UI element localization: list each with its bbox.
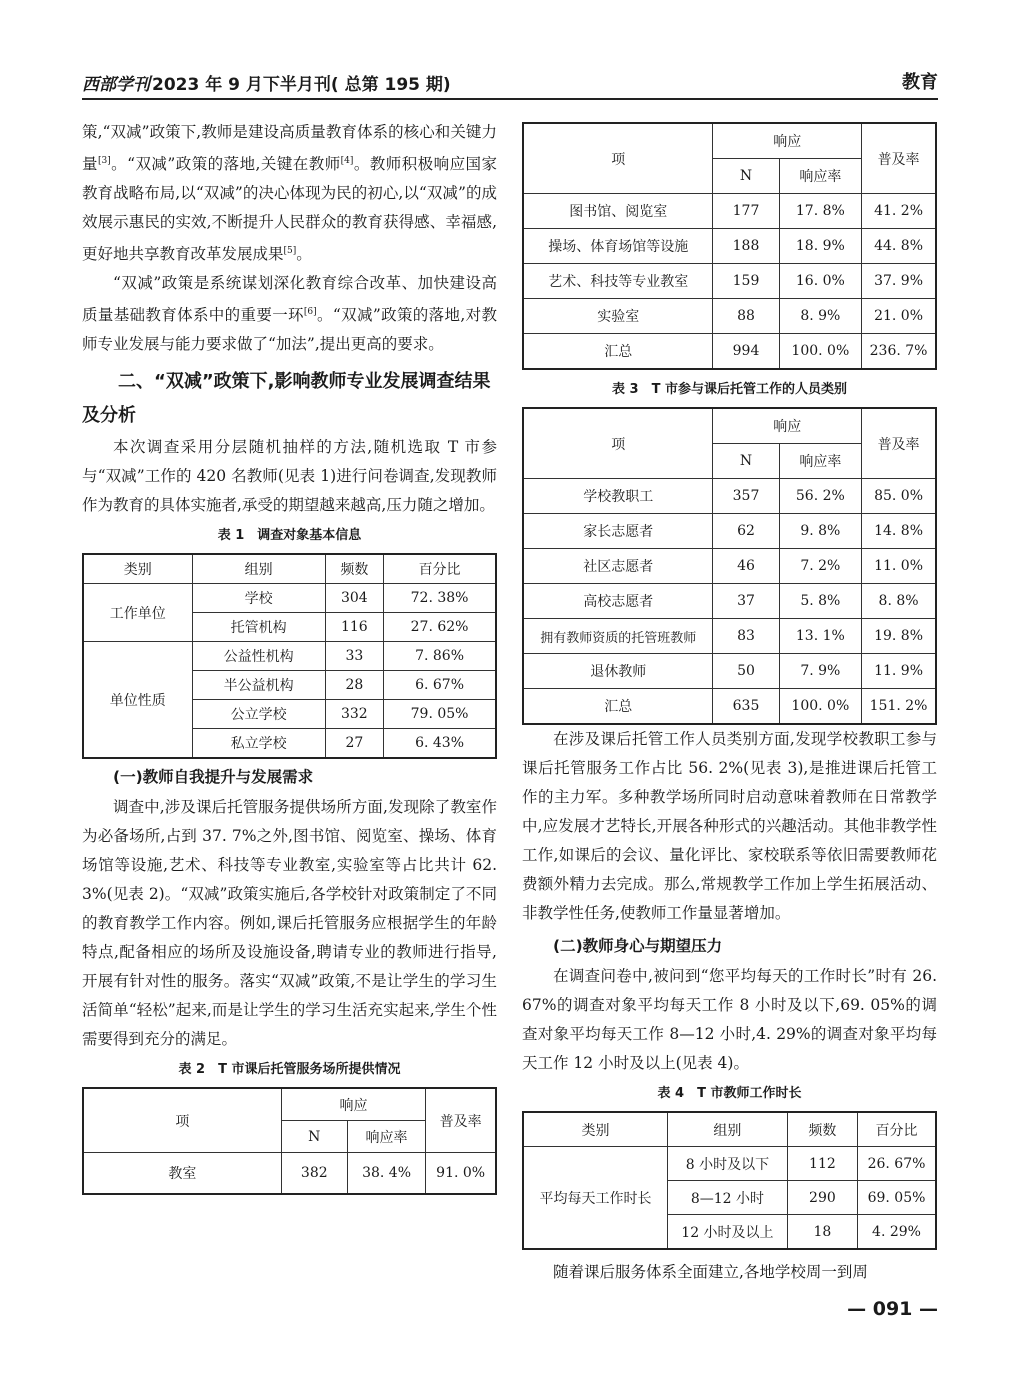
paragraph-7: 随着课后服务体系全面建立,各地学校周一到周 (553, 1263, 868, 1281)
table4-caption: 表 4 T 市教师工作时长 (657, 1086, 802, 1101)
table-cell: 7. 2% (779, 549, 862, 584)
table-cell: 艺术、科技等专业教室 (523, 264, 713, 299)
table-cell: 高校志愿者 (523, 584, 713, 619)
table-cell: 33 (325, 642, 384, 671)
table-cell: N (281, 1121, 347, 1153)
table-row (523, 479, 936, 514)
table-row (523, 654, 936, 689)
table-row (523, 264, 936, 299)
table-cell: 18 (787, 1215, 857, 1250)
table-cell: 85. 0% (862, 479, 936, 514)
table-cell: 382 (281, 1153, 347, 1195)
table-cell: 工作单位 (83, 584, 192, 642)
table-cell: 100. 0% (779, 334, 862, 370)
table-cell: 6. 67% (384, 671, 496, 700)
table-row (83, 1088, 496, 1121)
table-cell: 41. 2% (862, 194, 936, 229)
paragraph-2: “双减”政策是系统谋划深化教育综合改革、加快建设高质量基础教育体系中的重要一环[6]。“双减”政策的落地,对教师专业发展与能力要求做了“加法”,提出更高的要求。 (82, 274, 497, 354)
table-cell: 普及率 (862, 408, 936, 479)
table-row (523, 1112, 936, 1147)
table-cell: 18. 9% (779, 229, 862, 264)
table-cell: 56. 2% (779, 479, 862, 514)
table3-caption: 表 3 T 市参与课后托管工作的人员类别 (612, 382, 847, 397)
ref-6: [6] (303, 307, 317, 318)
table-cell: 普及率 (862, 123, 936, 194)
table-row (83, 554, 496, 584)
table-cell: 学校 (192, 584, 325, 613)
table-cell: 类别 (83, 554, 192, 584)
table-cell: 8. 8% (862, 584, 936, 619)
table-cell: 组别 (668, 1112, 788, 1147)
table-4 (522, 1111, 937, 1250)
table-cell: 13. 1% (779, 619, 862, 654)
table-cell: 11. 9% (862, 654, 936, 689)
table-cell: 社区志愿者 (523, 549, 713, 584)
table-cell: 响应率 (347, 1121, 425, 1153)
table-cell: 百分比 (858, 1112, 936, 1147)
ref-3: [3] (97, 156, 111, 166)
table-cell: 112 (787, 1147, 857, 1181)
table-row (83, 1153, 496, 1195)
table-cell: 69. 05% (858, 1181, 936, 1215)
page-number: — 091 — (847, 1298, 938, 1320)
table-cell: 5. 8% (779, 584, 862, 619)
table-cell: 100. 0% (779, 689, 862, 725)
paragraph-3: 本次调查采用分层随机抽样的方法,随机选取 T 市参与“双减”工作的 420 名教师(见表 1)进行问卷调查,发现教师作为教育的具体实施者,承受的期望越来越高,压力随之增加。 (82, 438, 497, 515)
table-cell: 50 (713, 654, 779, 689)
table-cell: 家长志愿者 (523, 514, 713, 549)
table-cell: 频数 (325, 554, 384, 584)
table-cell: 635 (713, 689, 779, 725)
table-cell: 357 (713, 479, 779, 514)
table-cell: 图书馆、阅览室 (523, 194, 713, 229)
ref-5: [5] (283, 246, 297, 257)
table-cell: 27. 62% (384, 613, 496, 642)
table-1 (82, 553, 497, 759)
table-cell: 8—12 小时 (668, 1181, 788, 1215)
table-cell: 教室 (83, 1153, 281, 1195)
table-cell: 26. 67% (858, 1147, 936, 1181)
right-column (522, 122, 937, 1287)
section-heading: 二、“双减”政策下,影响教师专业发展调查结果及分析 (82, 371, 491, 427)
table-cell: 9. 8% (779, 514, 862, 549)
left-column (82, 118, 497, 1195)
table-row (83, 642, 496, 671)
table-cell: 83 (713, 619, 779, 654)
table-cell: 79. 05% (384, 700, 496, 729)
table-cell: 组别 (192, 554, 325, 584)
table-row (523, 334, 936, 370)
paragraph-1: 策,“双减”政策下,教师是建设高质量教育体系的核心和关键力量[3]。“双减”政策的落地,关键在教师[4]。教师积极响应国家教育战略布局,以“双减”的决心体现为民的初心,以“双减”的成效展示惠民的实效,不断提升人民群众的教育获得感、幸福感,更好地共享教育改革发展成果[5]。 (82, 123, 497, 264)
table-cell: 类别 (523, 1112, 668, 1147)
subsection-heading-2: (二)教师身心与期望压力 (553, 937, 723, 955)
table-cell: 操场、体育场馆等设施 (523, 229, 713, 264)
table-row (83, 584, 496, 613)
table-cell: 994 (713, 334, 779, 370)
table-2-part-2 (522, 122, 937, 370)
table-cell: 332 (325, 700, 384, 729)
table-cell: 12 小时及以上 (668, 1215, 788, 1250)
table-cell: N (713, 159, 779, 194)
table-row (523, 514, 936, 549)
table-cell: 响应率 (779, 159, 862, 194)
table-cell: 304 (325, 584, 384, 613)
table-cell: 项 (523, 408, 713, 479)
table-cell: 拥有教师资质的托管班教师 (523, 619, 713, 654)
table-cell: 普及率 (426, 1088, 496, 1153)
table-cell: 频数 (787, 1112, 857, 1147)
table-cell: 38. 4% (347, 1153, 425, 1195)
table-cell: 公益性机构 (192, 642, 325, 671)
journal-issue (82, 70, 451, 95)
table-cell: 6. 43% (384, 729, 496, 759)
table-cell: 28 (325, 671, 384, 700)
journal-logo: 西部学刊 (82, 75, 150, 95)
subsection-heading-1: (一)教师自我提升与发展需求 (113, 768, 314, 787)
table-cell: 44. 8% (862, 229, 936, 264)
table-cell: 37. 9% (862, 264, 936, 299)
table-cell: 14. 8% (862, 514, 936, 549)
table-row (523, 689, 936, 725)
table-cell: 72. 38% (384, 584, 496, 613)
table-cell: 91. 0% (426, 1153, 496, 1195)
table-cell: N (713, 444, 779, 479)
table-row (523, 549, 936, 584)
table-cell: 21. 0% (862, 299, 936, 334)
table-cell: 响应率 (779, 444, 862, 479)
header-rule (82, 98, 938, 100)
table-cell: 7. 86% (384, 642, 496, 671)
table-cell: 项 (523, 123, 713, 194)
ref-4: [4] (340, 156, 354, 166)
paragraph-4: 调查中,涉及课后托管服务提供场所方面,发现除了教室作为必备场所,占到 37. 7%之外,图书馆、阅览室、操场、体育场馆等设施,艺术、科技等专业教室,实验室等占比共计 62. 3%(见表 2)。“双减”政策实施后,各学校针对政策制定了不同的教育教学工作内容。例如,课后托管服务应根据学生的年龄特点,配备相应的场所及设施设备,聘请专业的教师进行指导,开展有针对性的服务。落实“双减”政策,不是让学生的学习生活简单“轻松”起来,而是让学生的学习生活充实起来,学生个性需要得到充分的满足。 (82, 798, 497, 1049)
table-cell: 8. 9% (779, 299, 862, 334)
table-cell: 62 (713, 514, 779, 549)
table-cell: 17. 8% (779, 194, 862, 229)
table-row (523, 194, 936, 229)
table-cell: 19. 8% (862, 619, 936, 654)
table-cell: 11. 0% (862, 549, 936, 584)
table-cell: 159 (713, 264, 779, 299)
table-cell: 退休教师 (523, 654, 713, 689)
table-cell: 16. 0% (779, 264, 862, 299)
table-row (523, 584, 936, 619)
table-cell: 46 (713, 549, 779, 584)
table-cell: 88 (713, 299, 779, 334)
table-cell: 8 小时及以下 (668, 1147, 788, 1181)
issue-info: 2023 年 9 月下半月刊( 总第 195 期) (152, 75, 451, 95)
table-row (523, 123, 936, 159)
running-header (82, 66, 938, 96)
section-name: 教育 (902, 72, 938, 93)
table-cell: 116 (325, 613, 384, 642)
table-cell: 290 (787, 1181, 857, 1215)
paragraph-6: 在调查问卷中,被问到“您平均每天的工作时长”时有 26. 67%的调查对象平均每天工作 8 小时及以下,69. 05%的调查对象平均每天工作 8—12 小时,4. 29%的调查对象平均每天工作 12 小时及以上(见表 4)。 (522, 967, 937, 1072)
table-cell: 半公益机构 (192, 671, 325, 700)
table-cell: 百分比 (384, 554, 496, 584)
table-cell: 27 (325, 729, 384, 759)
table-cell: 公立学校 (192, 700, 325, 729)
table-cell: 响应 (281, 1088, 426, 1121)
table-cell: 项 (83, 1088, 281, 1153)
table-cell: 托管机构 (192, 613, 325, 642)
table1-caption: 表 1 调查对象基本信息 (217, 528, 362, 544)
table2-caption: 表 2 T 市课后托管服务场所提供情况 (178, 1062, 401, 1078)
table-cell: 响应 (713, 123, 862, 159)
table-cell: 151. 2% (862, 689, 936, 725)
table-cell: 236. 7% (862, 334, 936, 370)
table-3 (522, 407, 937, 725)
table-cell: 4. 29% (858, 1215, 936, 1250)
table-cell: 响应 (713, 408, 862, 444)
table-cell: 实验室 (523, 299, 713, 334)
table-cell: 188 (713, 229, 779, 264)
table-cell: 汇总 (523, 334, 713, 370)
table-cell: 7. 9% (779, 654, 862, 689)
table-2-part-1 (82, 1087, 497, 1195)
table-row (523, 408, 936, 444)
table-cell: 汇总 (523, 689, 713, 725)
table-row (523, 1147, 936, 1181)
table-row (523, 229, 936, 264)
table-row (523, 619, 936, 654)
table-row (523, 299, 936, 334)
table-cell: 单位性质 (83, 642, 192, 759)
paragraph-5: 在涉及课后托管工作人员类别方面,发现学校教职工参与课后托管服务工作占比 56. 2%(见表 3),是推进课后托管工作的主力军。多种教学场所同时启动意味着教师在日常教学中,应发展才艺特长,开展各种形式的兴趣活动。其他非教学性工作,如课后的会议、量化评比、家校联系等依旧需要教师花费额外精力去完成。那么,常规教学工作加上学生拓展活动、非教学性任务,使教师工作量显著增加。 (522, 730, 937, 922)
table-cell: 177 (713, 194, 779, 229)
table-cell: 平均每天工作时长 (523, 1147, 668, 1250)
table-cell: 学校教职工 (523, 479, 713, 514)
table-cell: 私立学校 (192, 729, 325, 759)
table-cell: 37 (713, 584, 779, 619)
